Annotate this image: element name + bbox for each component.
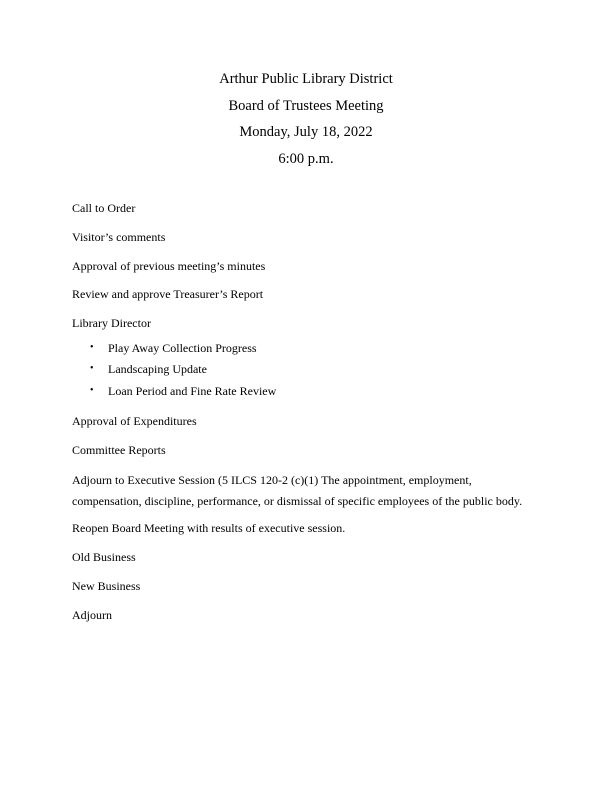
bullet-icon: • xyxy=(90,363,94,375)
list-item-label: Loan Period and Fine Rate Review xyxy=(108,383,277,398)
meeting-title: Board of Trustees Meeting xyxy=(228,97,384,114)
agenda-item-library-director: Library Director xyxy=(72,316,151,331)
meeting-time: 6:00 p.m. xyxy=(278,150,334,167)
agenda-item-old-business: Old Business xyxy=(72,550,136,565)
agenda-item-executive-session: Adjourn to Executive Session (5 ILCS 120-2 (c)(1) The appointment, employment, compensation, discipline, performance, or dismissal of specific employees of the public body. xyxy=(72,473,523,509)
agenda-item-approval-expenditures: Approval of Expenditures xyxy=(72,413,197,428)
list-item xyxy=(72,383,542,399)
list-item xyxy=(72,340,542,356)
agenda-header xyxy=(0,70,612,176)
agenda-item-adjourn: Adjourn xyxy=(72,607,112,622)
list-item-label: Landscaping Update xyxy=(108,362,207,377)
list-item xyxy=(72,361,542,377)
agenda-list xyxy=(72,200,542,636)
meeting-date: Monday, July 18, 2022 xyxy=(239,124,373,140)
agenda-item-treasurer-report: Review and approve Treasurer’s Report xyxy=(72,287,264,302)
agenda-item-reopen-meeting: Reopen Board Meeting with results of executive session. xyxy=(72,521,346,536)
library-director-subitems xyxy=(72,340,542,399)
bullet-icon: • xyxy=(90,341,94,353)
bullet-icon: • xyxy=(90,384,94,396)
agenda-item-call-to-order: Call to Order xyxy=(72,201,136,215)
list-item-label: Play Away Collection Progress xyxy=(108,340,257,355)
agenda-item-approval-minutes: Approval of previous meeting’s minutes xyxy=(72,258,266,273)
organization-name: Arthur Public Library District xyxy=(219,71,393,87)
agenda-item-visitors-comments: Visitor’s comments xyxy=(72,229,166,244)
agenda-item-new-business: New Business xyxy=(72,578,141,593)
agenda-item-committee-reports: Committee Reports xyxy=(72,442,166,457)
